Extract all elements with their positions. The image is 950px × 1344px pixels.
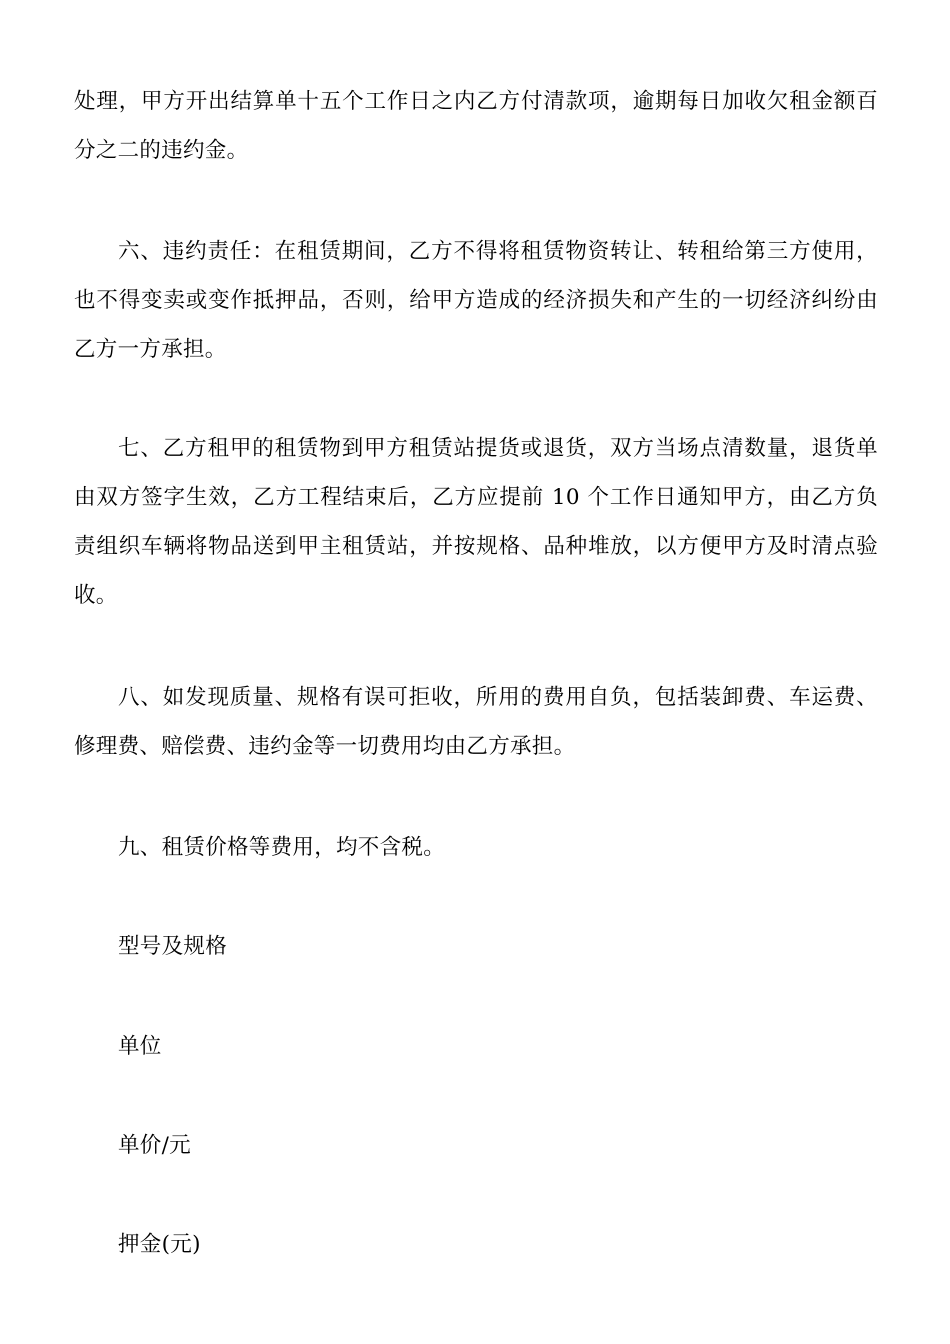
paragraph-continuation: 处理，甲方开出结算单十五个工作日之内乙方付清款项，逾期每日加收欠租金额百分之二的违约金。 xyxy=(74,89,878,163)
paragraph-clause-7: 七、乙方租甲的租赁物到甲方租赁站提货或退货，双方当场点清数量，退货单由双方签字生效，乙方工程结束后，乙方应提前 10 个工作日通知甲方，由乙方负责组织车辆将物品送到甲主租赁站，并按规格、品种堆放，以方便甲方及时清点验收。 xyxy=(74,436,878,608)
table-header-unit-price: 单价/元 xyxy=(118,1133,191,1158)
table-header-unit: 单位 xyxy=(118,1034,162,1059)
paragraph-clause-6: 六、违约责任：在租赁期间，乙方不得将租赁物资转让、转租给第三方使用，也不得变卖或变作抵押品，否则，给甲方造成的经济损失和产生的一切经济纠纷由乙方一方承担。 xyxy=(74,239,878,362)
paragraph-clause-9: 九、租赁价格等费用，均不含税。 xyxy=(118,835,446,860)
paragraph-clause-8: 八、如发现质量、规格有误可拒收，所用的费用自负，包括装卸费、车运费、修理费、赔偿费、违约金等一切费用均由乙方承担。 xyxy=(74,685,878,759)
table-header-model-spec: 型号及规格 xyxy=(118,934,228,959)
table-header-deposit: 押金(元) xyxy=(118,1232,201,1257)
